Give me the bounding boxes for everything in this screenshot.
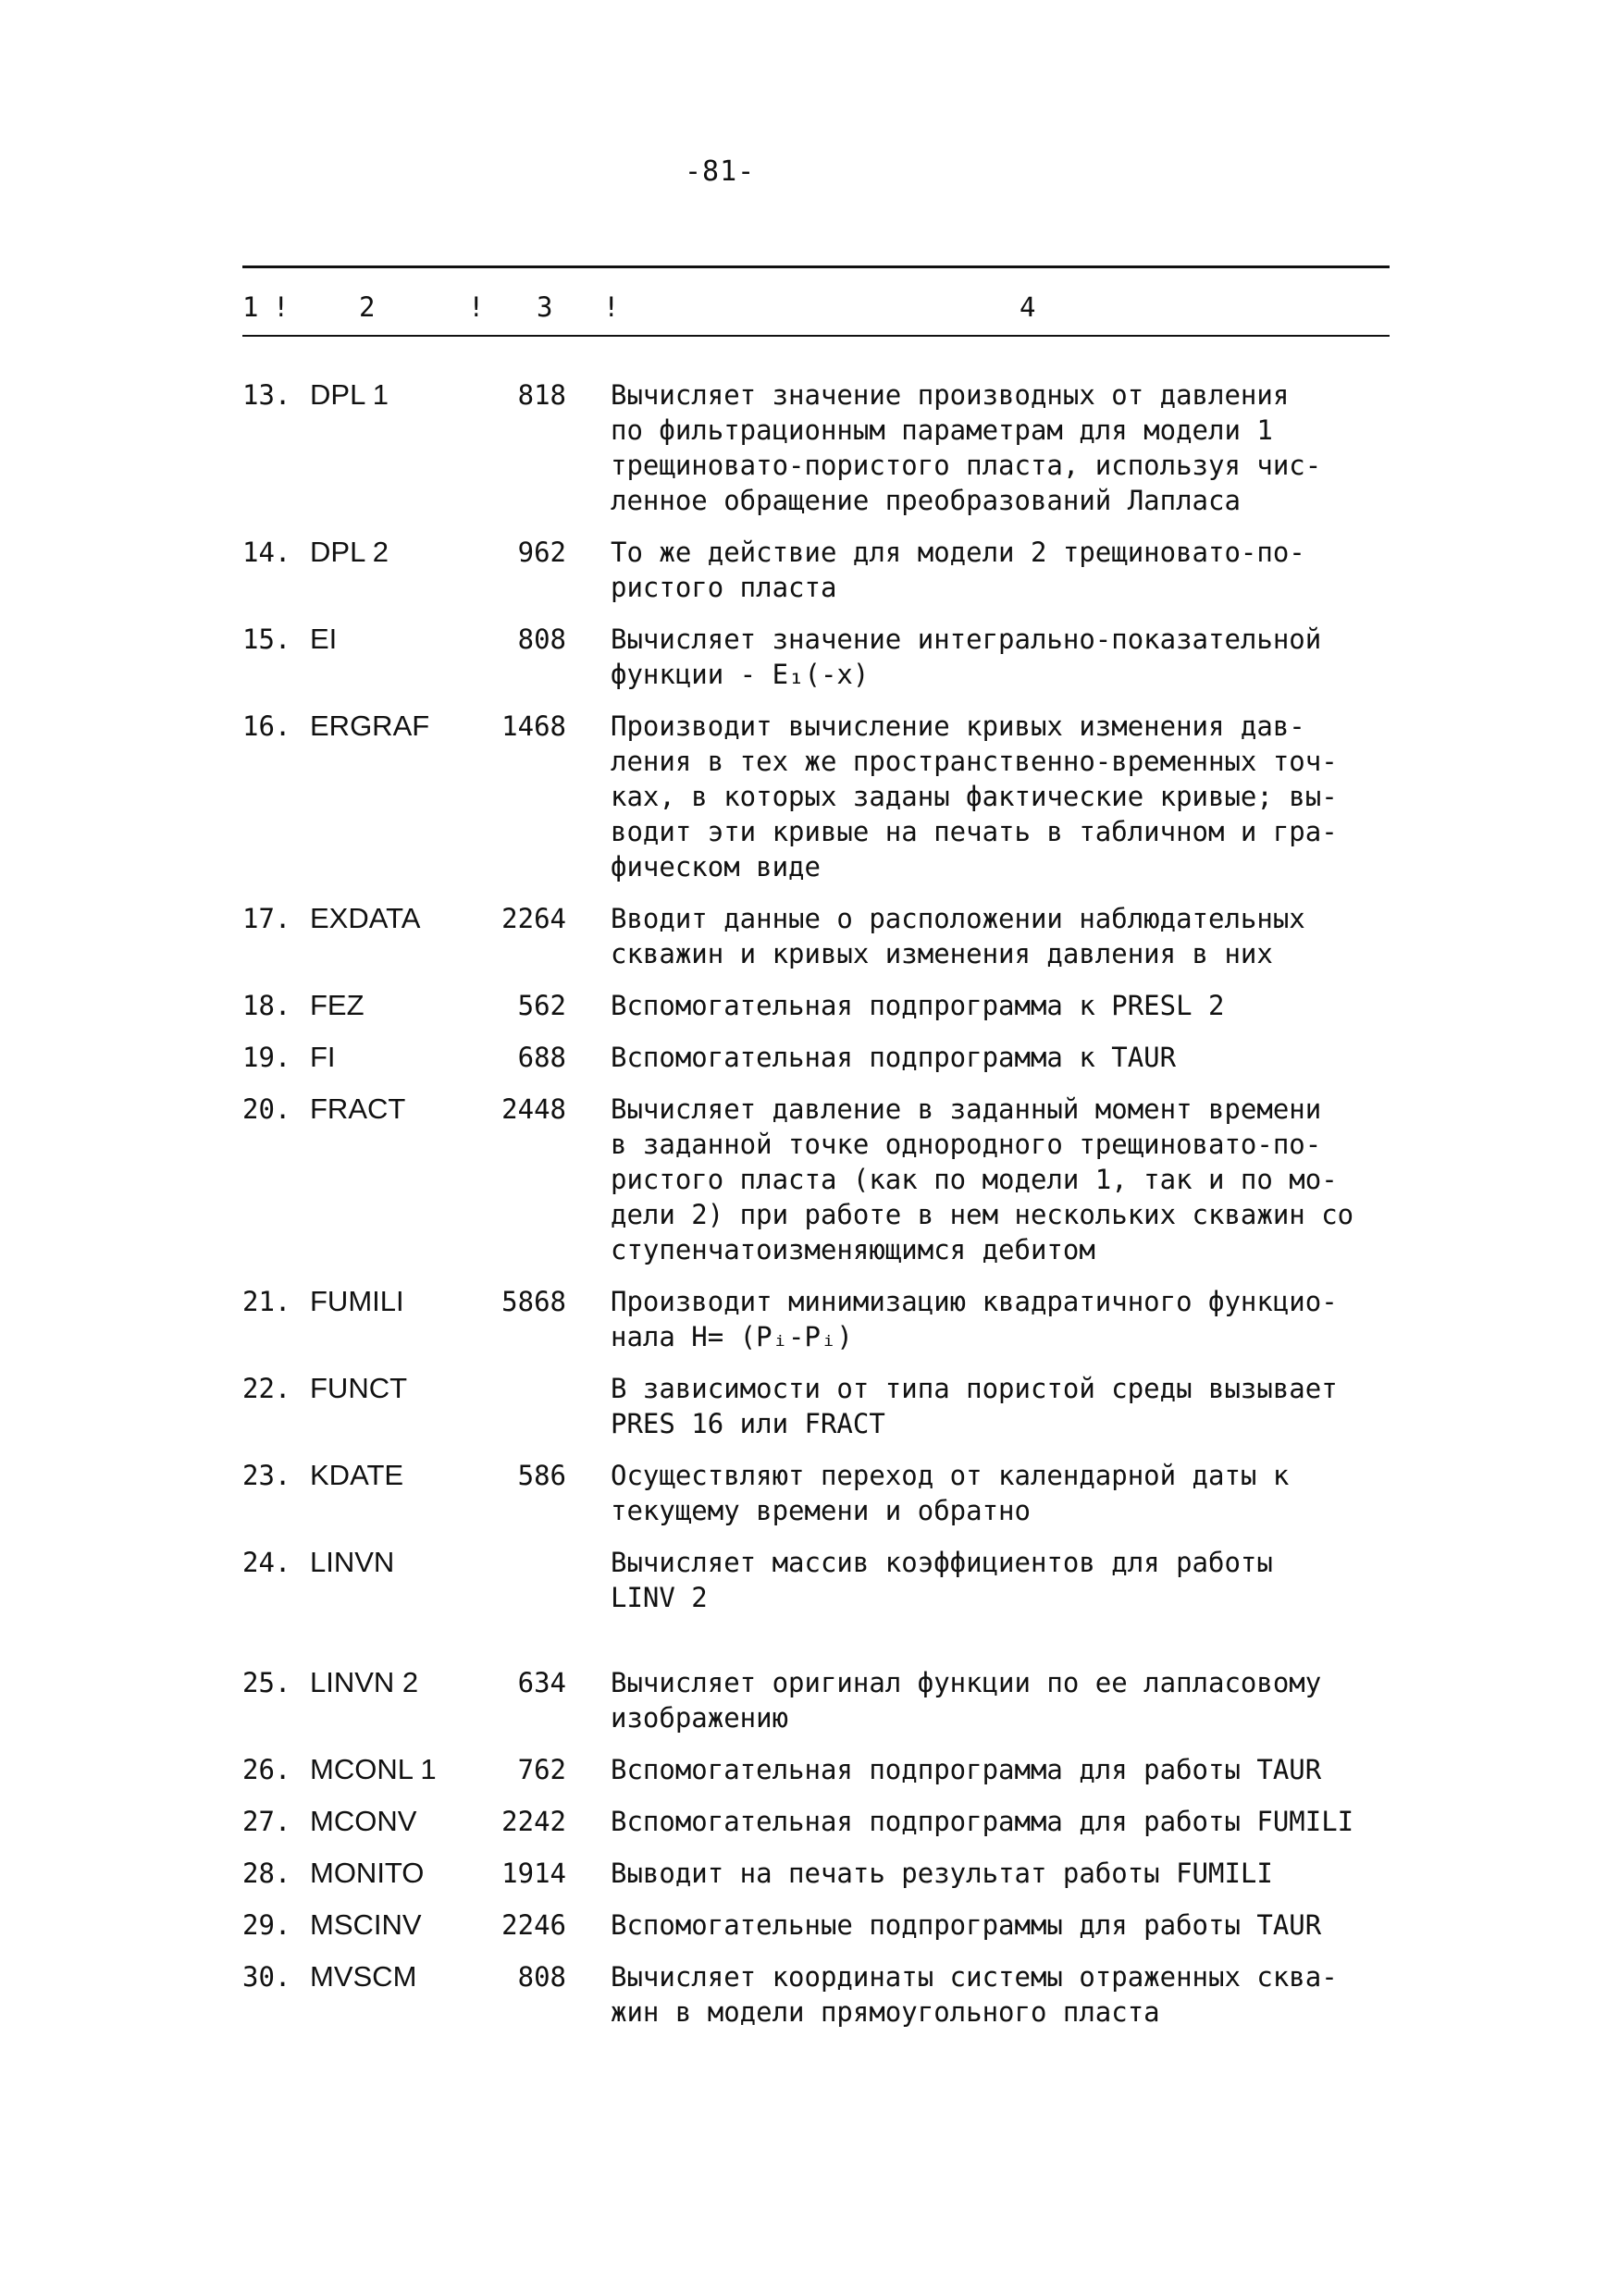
row-number: 17.	[242, 903, 291, 934]
program-size: 586	[517, 1460, 566, 1491]
header-separator: !	[273, 291, 290, 323]
row-number: 24.	[242, 1547, 291, 1578]
program-size: 808	[517, 1961, 566, 1993]
program-name: EXDATA	[310, 902, 421, 934]
table-top-rule	[242, 265, 1390, 268]
program-name: EI	[310, 623, 338, 655]
program-name: MSCINV	[310, 1908, 422, 1941]
row-number: 14.	[242, 537, 291, 568]
program-size: 688	[517, 1042, 566, 1073]
row-number: 16.	[242, 710, 291, 742]
program-description: Вычисляет массив коэффициентов для работы LINV 2	[611, 1547, 1273, 1613]
table-row	[242, 1284, 1390, 1354]
program-name: FRACT	[310, 1092, 406, 1125]
program-description: Вводит данные о расположении наблюдательных скважин и кривых изменения давления в них	[611, 903, 1305, 969]
program-description: В зависимости от типа пористой среды вызывает PRES 16 или FRACT	[611, 1373, 1338, 1439]
table-row	[242, 535, 1390, 605]
row-number: 18.	[242, 990, 291, 1021]
program-size: 962	[517, 537, 566, 568]
program-size: 1914	[501, 1858, 566, 1889]
table-row	[242, 709, 1390, 884]
row-number: 20.	[242, 1093, 291, 1125]
table-row	[242, 1856, 1390, 1891]
program-size: 818	[517, 379, 566, 411]
program-name: MCONL 1	[310, 1753, 437, 1785]
program-description: Выводит на печать результат работы FUMILI	[611, 1858, 1273, 1889]
row-number: 13.	[242, 379, 291, 411]
program-name: FUNCT	[310, 1372, 408, 1404]
program-name: MONITO	[310, 1857, 425, 1889]
row-number: 25.	[242, 1667, 291, 1698]
row-number: 22.	[242, 1373, 291, 1404]
program-description: Производит вычисление кривых изменения дав- ления в тех же пространственно-временных точ- ках, в которых заданы фактические кривые; вы- водит эти кривые на печать в табличном и гра- фическом виде	[611, 710, 1338, 883]
table-row	[242, 1458, 1390, 1528]
program-description: Вспомогательная подпрограмма к TAUR	[611, 1042, 1177, 1073]
program-name: FI	[310, 1041, 336, 1073]
table-row	[242, 622, 1390, 692]
program-size: 2264	[501, 903, 566, 934]
table-row	[242, 1092, 1390, 1267]
program-description: Вспомогательные подпрограммы для работы TAUR	[611, 1909, 1322, 1941]
table-row	[242, 901, 1390, 971]
program-size: 562	[517, 990, 566, 1021]
header-col-2: 2	[359, 291, 376, 323]
program-name: ERGRAF	[310, 710, 430, 742]
table-row	[242, 1040, 1390, 1075]
program-name: FUMILI	[310, 1285, 404, 1317]
row-number: 21.	[242, 1286, 291, 1317]
table-row	[242, 988, 1390, 1023]
header-separator: !	[468, 291, 485, 323]
table-row	[242, 1959, 1390, 2030]
program-size: 808	[517, 623, 566, 655]
table-row	[242, 1371, 1390, 1441]
program-table	[242, 377, 1390, 2046]
program-size: 2242	[501, 1806, 566, 1837]
header-col-4: 4	[1020, 291, 1036, 323]
header-separator: !	[603, 291, 620, 323]
row-number: 28.	[242, 1858, 291, 1889]
program-description: Вычисляет значение интегрально-показательной функции - E₁(-x)	[611, 623, 1322, 690]
program-name: LINVN	[310, 1546, 395, 1578]
program-description: Вспомогательная подпрограмма к PRESL 2	[611, 990, 1225, 1021]
page-number: -81-	[685, 155, 756, 188]
header-col-3: 3	[537, 291, 553, 323]
program-description: То же действие для модели 2 трещиновато-по- ристого пласта	[611, 537, 1305, 603]
table-row	[242, 1752, 1390, 1787]
program-name: MCONV	[310, 1805, 417, 1837]
program-name: MVSCM	[310, 1960, 417, 1993]
program-description: Вычисляет координаты системы отраженных сква- жин в модели прямоугольного пласта	[611, 1961, 1338, 2028]
program-name: LINVN 2	[310, 1666, 419, 1698]
row-number: 27.	[242, 1806, 291, 1837]
program-name: KDATE	[310, 1459, 404, 1491]
program-description: Вычисляет давление в заданный момент времени в заданной точке однородного трещиновато-по- ристого пласта (как по модели 1, так и по мо- дели 2) при работе в нем нескольких скважин со ступенчатоизменяющимся дебитом	[611, 1093, 1354, 1265]
table-row	[242, 1545, 1390, 1615]
program-description: Вычисляет оригинал функции по ее лапласовому изображению	[611, 1667, 1322, 1734]
row-number: 15.	[242, 623, 291, 655]
program-description: Осуществляют переход от календарной даты к текущему времени и обратно	[611, 1460, 1290, 1526]
row-number: 23.	[242, 1460, 291, 1491]
program-name: DPL 2	[310, 536, 389, 568]
program-description: Производит минимизацию квадратичного функцио- нала H= (Pᵢ-Pᵢ)	[611, 1286, 1338, 1352]
row-number: 26.	[242, 1754, 291, 1785]
program-name: FEZ	[310, 989, 365, 1021]
program-size: 634	[517, 1667, 566, 1698]
table-row	[242, 1907, 1390, 1943]
program-name: DPL 1	[310, 378, 389, 411]
row-number: 19.	[242, 1042, 291, 1073]
table-row	[242, 1804, 1390, 1839]
table-row	[242, 1665, 1390, 1735]
program-size: 5868	[501, 1286, 566, 1317]
row-number: 30.	[242, 1961, 291, 1993]
table-header-rule	[242, 335, 1390, 337]
program-size: 2448	[501, 1093, 566, 1125]
program-size: 762	[517, 1754, 566, 1785]
row-number: 29.	[242, 1909, 291, 1941]
header-col-1: 1	[242, 291, 259, 323]
program-size: 1468	[501, 710, 566, 742]
program-description: Вспомогательная подпрограмма для работы FUMILI	[611, 1806, 1354, 1837]
program-description: Вычисляет значение производных от давления по фильтрационным параметрам для модели 1 трещиновато-пористого пласта, используя чис- ленное обращение преобразований Лапласа	[611, 379, 1322, 516]
table-row	[242, 377, 1390, 518]
program-size: 2246	[501, 1909, 566, 1941]
program-description: Вспомогательная подпрограмма для работы TAUR	[611, 1754, 1322, 1785]
